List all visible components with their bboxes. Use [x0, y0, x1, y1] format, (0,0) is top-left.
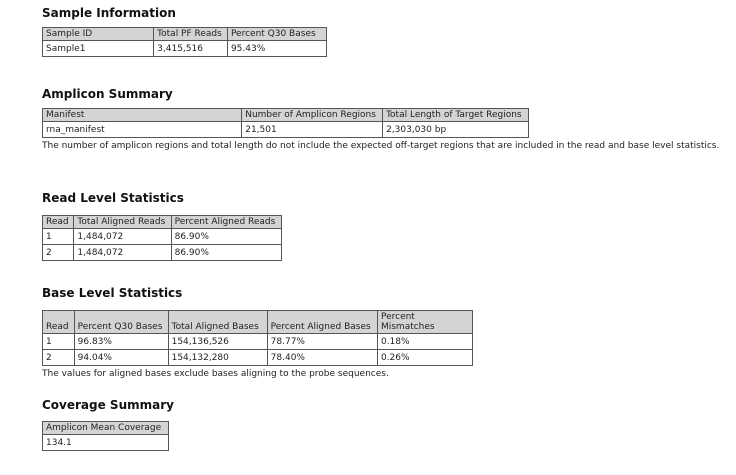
column-header: Total Length of Target Regions	[383, 109, 529, 122]
column-header: Amplicon Mean Coverage	[43, 422, 169, 435]
table-cell: 2	[43, 350, 75, 366]
column-header: Number of Amplicon Regions	[242, 109, 383, 122]
table-cell: 2,303,030 bp	[383, 122, 529, 138]
table-cell: 2	[43, 245, 74, 261]
table-row	[43, 334, 473, 350]
table-cell: 0.26%	[377, 350, 472, 366]
table-row	[43, 350, 473, 366]
table-cell: 94.04%	[74, 350, 168, 366]
table-cell: 1	[43, 334, 75, 350]
table-cell: 134.1	[43, 435, 169, 451]
base-level-footnote: The values for aligned bases exclude bases aligning to the probe sequences.	[42, 369, 389, 379]
table-header-row	[43, 109, 529, 122]
column-header: Percent Q30 Bases	[227, 28, 326, 41]
column-header: Sample ID	[43, 28, 154, 41]
base-level-table	[42, 310, 473, 366]
section-title: Base Level Statistics	[42, 286, 183, 300]
sample-information-section	[42, 6, 327, 57]
column-header: Percent Aligned Bases	[267, 311, 377, 334]
table-row	[43, 122, 529, 138]
table-cell: 21,501	[242, 122, 383, 138]
table-cell: Sample1	[43, 41, 154, 57]
section-title: Sample Information	[42, 6, 176, 20]
section-title: Amplicon Summary	[42, 87, 173, 101]
table-header-row	[43, 422, 169, 435]
column-header: Total Aligned Reads	[74, 216, 171, 229]
table-row	[43, 41, 327, 57]
column-header: Percent Mismatches	[377, 311, 472, 334]
column-header: Read	[43, 311, 75, 334]
amplicon-summary-table	[42, 108, 529, 138]
read-level-statistics-section	[42, 191, 282, 261]
table-cell: rna_manifest	[43, 122, 242, 138]
coverage-summary-section	[42, 398, 174, 451]
amplicon-summary-section	[42, 87, 719, 152]
table-row	[43, 245, 282, 261]
column-header: Percent Q30 Bases	[74, 311, 168, 334]
table-cell: 0.18%	[377, 334, 472, 350]
table-cell: 78.77%	[267, 334, 377, 350]
table-cell: 96.83%	[74, 334, 168, 350]
table-cell: 86.90%	[171, 245, 281, 261]
table-cell: 1,484,072	[74, 245, 171, 261]
table-cell: 95.43%	[227, 41, 326, 57]
section-title: Read Level Statistics	[42, 191, 184, 205]
table-header-row	[43, 216, 282, 229]
read-level-table	[42, 215, 282, 261]
table-row	[43, 435, 169, 451]
table-cell: 86.90%	[171, 229, 281, 245]
section-title: Coverage Summary	[42, 398, 174, 412]
table-cell: 3,415,516	[154, 41, 228, 57]
table-cell: 154,136,526	[168, 334, 267, 350]
table-header-row	[43, 28, 327, 41]
table-cell: 1	[43, 229, 74, 245]
amplicon-footnote: The number of amplicon regions and total length do not include the expected off-target regions that are included in the read and base level statistics.	[42, 141, 720, 151]
coverage-summary-table	[42, 421, 169, 451]
table-header-row	[43, 311, 473, 334]
table-row	[43, 229, 282, 245]
table-cell: 154,132,280	[168, 350, 267, 366]
column-header: Manifest	[43, 109, 242, 122]
column-header: Total Aligned Bases	[168, 311, 267, 334]
table-cell: 78.40%	[267, 350, 377, 366]
base-level-statistics-section	[42, 286, 473, 380]
column-header: Total PF Reads	[154, 28, 228, 41]
column-header: Percent Aligned Reads	[171, 216, 281, 229]
sample-information-table	[42, 27, 327, 57]
column-header: Read	[43, 216, 74, 229]
table-cell: 1,484,072	[74, 229, 171, 245]
